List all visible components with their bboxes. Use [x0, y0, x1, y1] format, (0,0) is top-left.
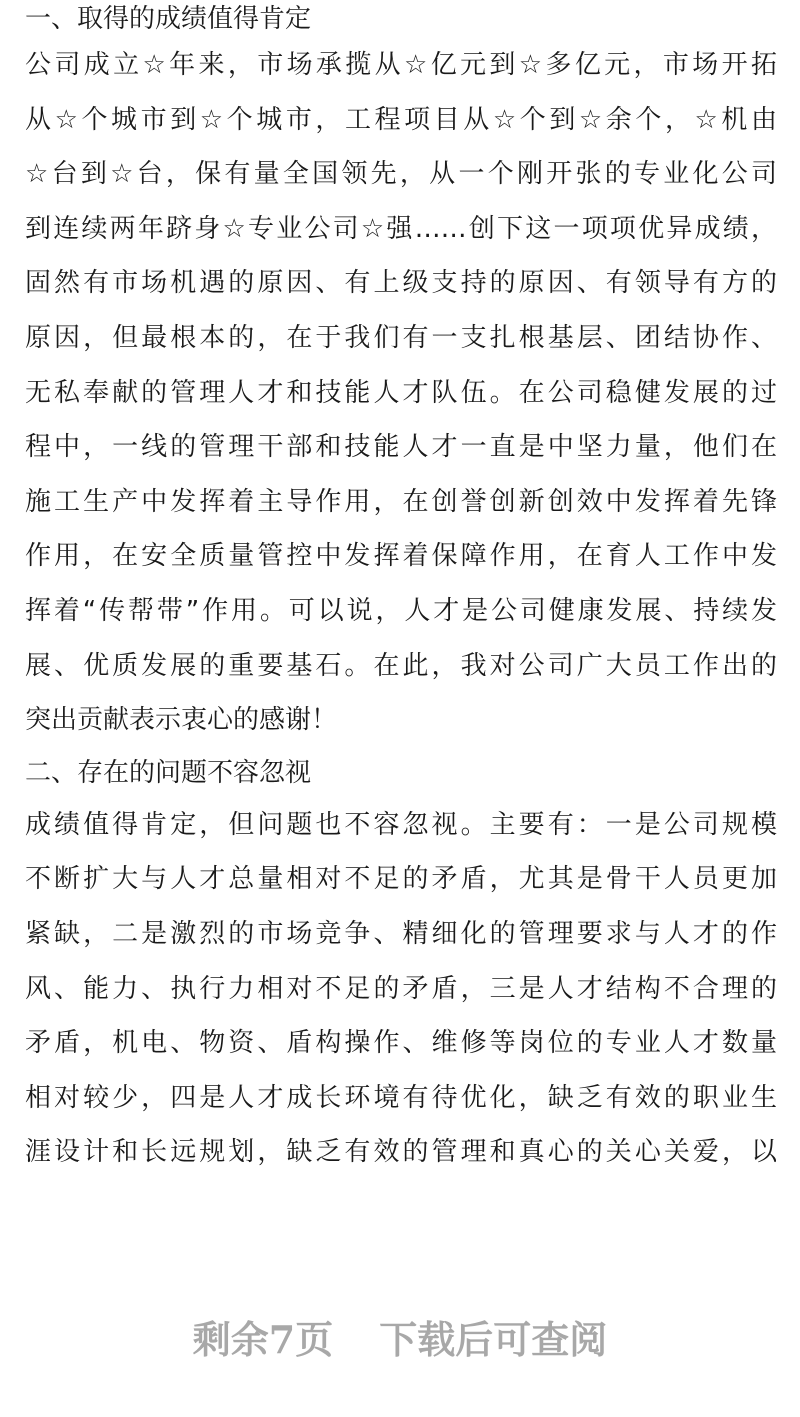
paragraph-line: 到连续两年跻身☆专业公司☆强……创下这一项项优异成绩，: [25, 213, 777, 244]
paragraph-line: 作用，在安全质量管控中发挥着保障作用，在育人工作中发: [25, 541, 777, 572]
download-hint-label: 下载后可查阅: [379, 1317, 608, 1362]
paragraph-line: 成绩值得肯定，但问题也不容忽视。主要有：一是公司规模: [25, 809, 777, 840]
paragraph-line: 相对较少，四是人才成长环境有待优化，缺乏有效的职业生: [25, 1082, 777, 1113]
paragraph-line: 展、优质发展的重要基石。在此，我对公司广大员工作出的: [25, 650, 777, 681]
paragraph-line: 公司成立☆年来，市场承揽从☆亿元到☆多亿元，市场开拓: [25, 50, 777, 80]
section-2-paragraph: [25, 798, 777, 1180]
remaining-pages-label: 剩余7页: [192, 1317, 334, 1362]
paragraph-line: 原因，但最根本的，在于我们有一支扎根基层、团结协作、: [25, 322, 777, 353]
paragraph-line: 紧缺，二是激烈的市场竞争、精细化的管理要求与人才的作: [25, 918, 777, 949]
paragraph-line: 无私奉献的管理人才和技能人才队伍。在公司稳健发展的过: [25, 377, 777, 408]
paragraph-line: 涯设计和长远规划，缺乏有效的管理和真心的关心关爱，以: [25, 1137, 777, 1168]
section-1-heading: 一、取得的成绩值得肯定: [25, 4, 312, 34]
paragraph-line: 从☆个城市到☆个城市，工程项目从☆个到☆余个，☆机由: [25, 104, 777, 135]
remaining-pages-notice[interactable]: [0, 1310, 800, 1370]
paragraph-line: 突出贡献表示衷心的感谢！: [25, 705, 338, 736]
paragraph-line: 固然有市场机遇的原因、有上级支持的原因、有领导有方的: [25, 268, 777, 299]
paragraph-line: 风、能力、执行力相对不足的矛盾，三是人才结构不合理的: [25, 973, 777, 1004]
paragraph-line: ☆台到☆台，保有量全国领先，从一个刚开张的专业化公司: [25, 159, 777, 190]
section-2-heading: 二、存在的问题不容忽视: [25, 757, 312, 788]
paragraph-line: 施工生产中发挥着主导作用，在创誉创新创效中发挥着先锋: [25, 486, 777, 517]
section-1-paragraph: [25, 38, 777, 748]
document-body: [25, 0, 777, 1180]
paragraph-line: 程中，一线的管理干部和技能人才一直是中坚力量，他们在: [25, 432, 777, 463]
paragraph-line: 挥着“传帮带”作用。可以说，人才是公司健康发展、持续发: [25, 595, 777, 626]
paragraph-line: 矛盾，机电、物资、盾构操作、维修等岗位的专业人才数量: [25, 1028, 777, 1059]
paragraph-line: 不断扩大与人才总量相对不足的矛盾，尤其是骨干人员更加: [25, 864, 777, 895]
